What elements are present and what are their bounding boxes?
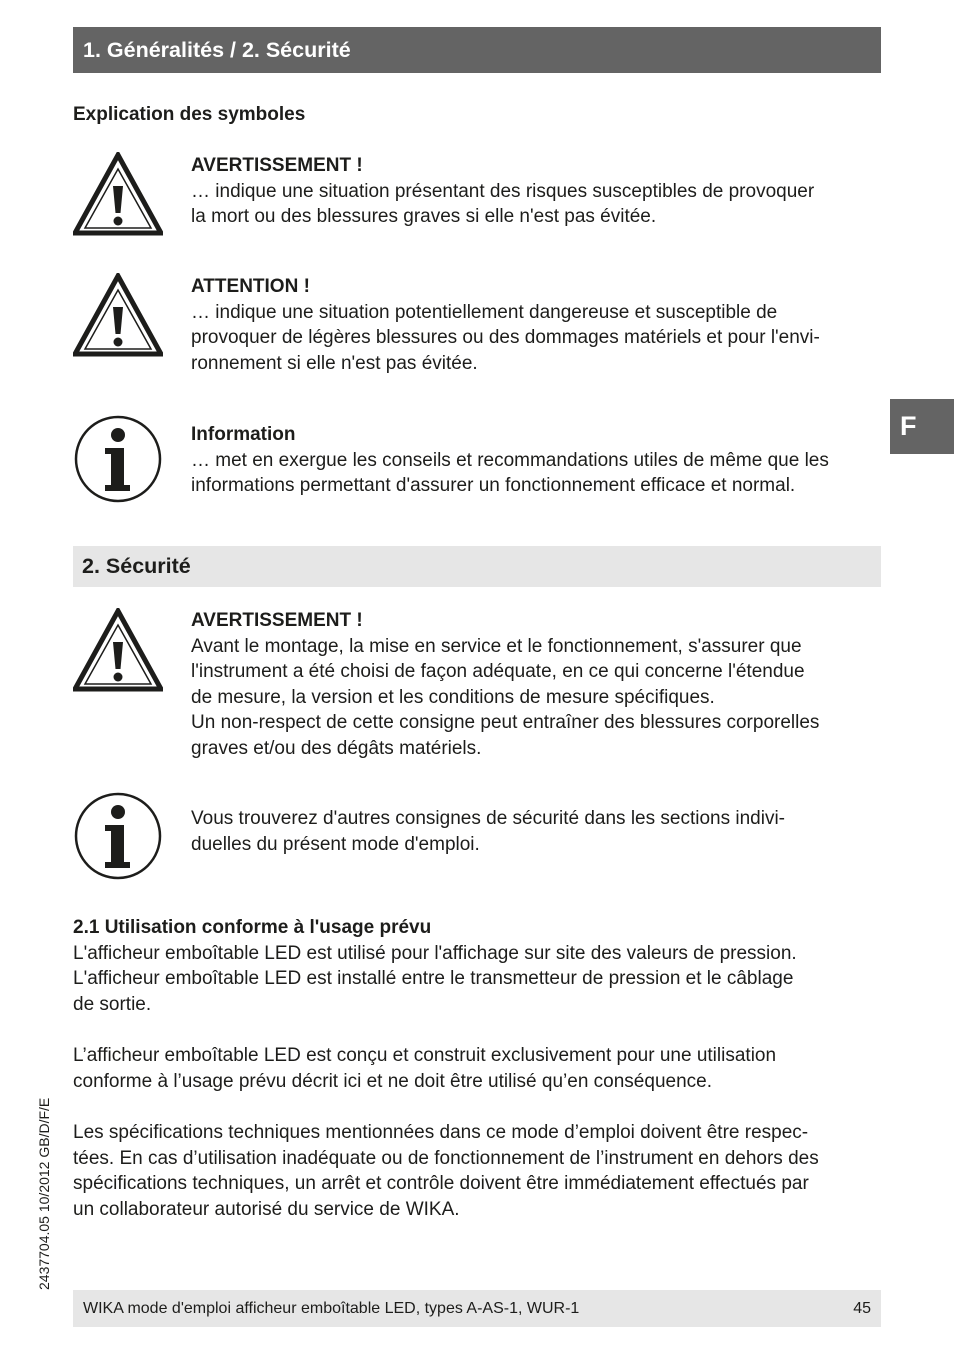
symbol-attention-title: ATTENTION ! [191, 276, 310, 297]
page-number: 45 [853, 1300, 871, 1317]
safety-info-block [191, 806, 891, 857]
body-line: de sortie. [73, 993, 152, 1015]
section-heading [73, 546, 881, 587]
symbol-attention-line: … indique une situation potentiellement dangereuse et susceptible de [191, 301, 778, 323]
symbol-information-block [191, 422, 891, 499]
safety-warning-line: de mesure, la version et les conditions de mesure spécifiques. [191, 686, 715, 708]
information-icon [73, 791, 163, 881]
language-tab-label: F [900, 411, 917, 441]
body-line: tées. En cas d’utilisation inadéquate ou de fonctionnement de l’instrument en dehors des [73, 1147, 819, 1169]
body-line: Les spécifications techniques mentionnées dans ce mode d’emploi doivent être respec- [73, 1122, 809, 1143]
section-heading-label: 2. Sécurité [82, 554, 191, 578]
warning-triangle-icon [73, 152, 163, 236]
footer-text: WIKA mode d'emploi afficheur emboîtable LED, types A-AS-1, WUR-1 [83, 1300, 580, 1317]
symbol-warning-title: AVERTISSEMENT ! [191, 155, 363, 176]
safety-warning-title: AVERTISSEMENT ! [191, 610, 363, 631]
symbol-warning-block [191, 153, 891, 230]
page-title: 1. Généralités / 2. Sécurité [83, 38, 351, 62]
body-line: L'afficheur emboîtable LED est installé entre le transmetteur de pression et le câblage [73, 968, 794, 989]
symbols-heading: Explication des symboles [73, 104, 306, 125]
information-icon [73, 414, 163, 504]
safety-warning-line: Avant le montage, la mise en service et le fonctionnement, s'assurer que [191, 635, 802, 657]
language-tab [890, 399, 954, 454]
page-footer [73, 1290, 881, 1327]
warning-triangle-icon [73, 608, 163, 692]
symbol-attention-block [191, 274, 891, 376]
intended-use-paragraph-3 [73, 1120, 888, 1222]
symbol-information-title: Information [191, 424, 296, 445]
safety-info-line: Vous trouverez d'autres consignes de sécurité dans les sections indivi- [191, 808, 786, 829]
safety-warning-block [191, 608, 891, 761]
symbol-information-line: … met en exergue les conseils et recommandations utiles de même que les [191, 449, 829, 471]
document-code: 2437704.05 10/2012 GB/D/F/E [36, 1097, 52, 1290]
symbol-information-line: informations permettant d'assurer un fonctionnement efficace et normal. [191, 475, 796, 496]
body-line: spécifications techniques, un arrêt et contrôle doivent être immédiatement effectués par [73, 1173, 809, 1194]
body-line: un collaborateur autorisé du service de WIKA. [73, 1198, 460, 1220]
safety-warning-line: graves et/ou des dégâts matériels. [191, 737, 482, 759]
symbol-attention-line: ronnement si elle n'est pas évitée. [191, 352, 478, 374]
body-line: conforme à l’usage prévu décrit ici et ne doit être utilisé qu’en conséquence. [73, 1070, 712, 1092]
intended-use-heading: 2.1 Utilisation conforme à l'usage prévu [73, 917, 432, 938]
safety-info-line: duelles du présent mode d'emploi. [191, 833, 480, 855]
page-header [73, 27, 881, 73]
symbol-warning-line: … indique une situation présentant des risques susceptibles de provoquer [191, 180, 815, 202]
body-line: L’afficheur emboîtable LED est conçu et construit exclusivement pour une utilisation [73, 1045, 777, 1066]
intended-use-paragraph-2 [73, 1043, 888, 1094]
safety-warning-line: Un non-respect de cette consigne peut entraîner des blessures corporelles [191, 712, 820, 733]
symbol-warning-line: la mort ou des blessures graves si elle n'est pas évitée. [191, 206, 657, 227]
body-line: L'afficheur emboîtable LED est utilisé pour l'affichage sur site des valeurs de pression. [73, 942, 797, 964]
safety-warning-line: l'instrument a été choisi de façon adéquate, en ce qui concerne l'étendue [191, 661, 805, 682]
symbol-attention-line: provoquer de légères blessures ou des dommages matériels et pour l'envi- [191, 327, 820, 348]
intended-use-paragraph-1 [73, 915, 888, 1017]
warning-triangle-icon [73, 273, 163, 357]
